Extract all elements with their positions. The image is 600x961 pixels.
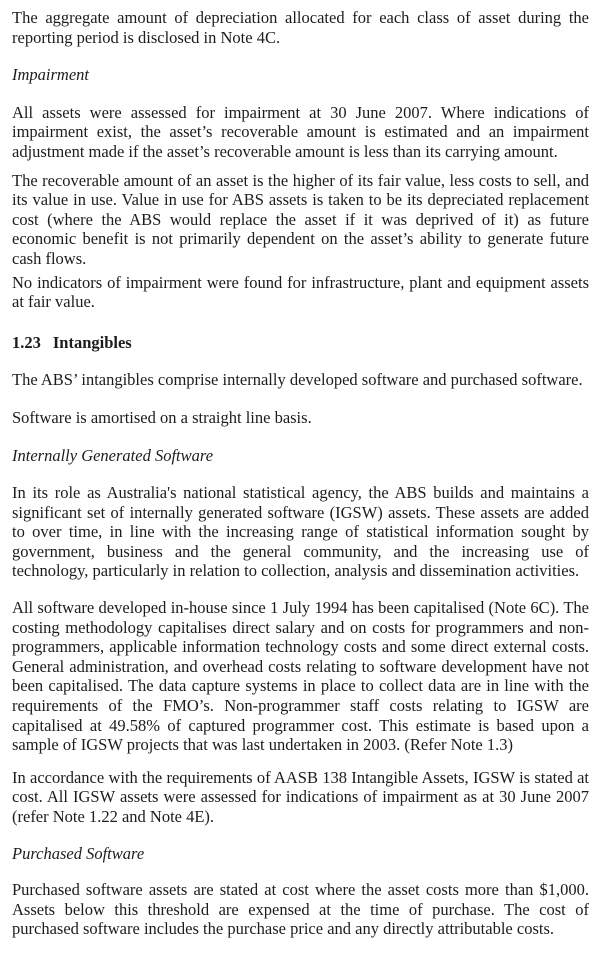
p-no-impairment-indicators: No indicators of impairment were found for infrastructure, plant and equipment assets at fair value. <box>12 272 589 312</box>
section-title: Intangibles <box>52 332 132 352</box>
heading-internally-generated-software: Internally Generated Software <box>12 445 214 465</box>
p-depreciation-aggregate: The aggregate amount of depreciation allocated for each class of asset during the reporting period is disclosed in Note 4C. <box>12 8 589 47</box>
p-intangibles-comprise: The ABS’ intangibles comprise internally developed software and purchased software. <box>12 370 583 390</box>
p-amortisation-basis: Software is amortised on a straight line basis. <box>12 407 312 427</box>
p-impairment-assessment: All assets were assessed for impairment at 30 June 2007. Where indications of impairment exist, the asset’s recoverable amount is estimated and an impairment adjustment made if the asset’s recoverable amount is less than its carrying amount. <box>12 102 589 161</box>
p-aasb138-cost: In accordance with the requirements of AASB 138 Intangible Assets, IGSW is stated at cost. All IGSW assets were assessed for indications of impairment as at 30 June 2007 (refer Note 1.22 and Note 4E). <box>12 767 589 826</box>
heading-impairment: Impairment <box>12 65 89 85</box>
section-number: 1.23 <box>12 332 41 352</box>
p-purchased-software-cost: Purchased software assets are stated at cost where the asset costs more than $1,000. Assets below this threshold are expensed at the time of purchase. The cost of purchased software includes the purchase price and any directly attributable costs. <box>12 880 589 939</box>
section-heading-intangibles <box>12 333 589 353</box>
heading-purchased-software: Purchased Software <box>12 843 145 863</box>
p-recoverable-amount: The recoverable amount of an asset is the higher of its fair value, less costs to sell, and its value in use. Value in use for ABS assets is taken to be its depreciated replacement cost (where the ABS would replace the asset if it was deprived of it) as future economic benefit is not primarily dependent on the asset’s ability to generate future cash flows. <box>12 170 589 268</box>
p-igsw-role: In its role as Australia's national statistical agency, the ABS builds and maintains a significant set of internally generated software (IGSW) assets. These assets are added to over time, in line with the increasing range of statistical information sought by government, business and the general community, and the increasing use of technology, particularly in relation to collection, analysis and dissemination activities. <box>12 483 589 581</box>
p-igsw-capitalisation: All software developed in-house since 1 July 1994 has been capitalised (Note 6C). The costing methodology capitalises direct salary and on costs for programmers and non-programmers, applicable information technology costs and some direct external costs. General administration, and overhead costs relating to software development have not been capitalised. The data capture systems in place to collect data are in line with the requirements of the FMO’s. Non-programmer staff costs relating to IGSW are capitalised at 49.58% of captured programmer cost. This estimate is based upon a sample of IGSW projects that was last undertaken in 2003. (Refer Note 1.3) <box>12 598 589 755</box>
